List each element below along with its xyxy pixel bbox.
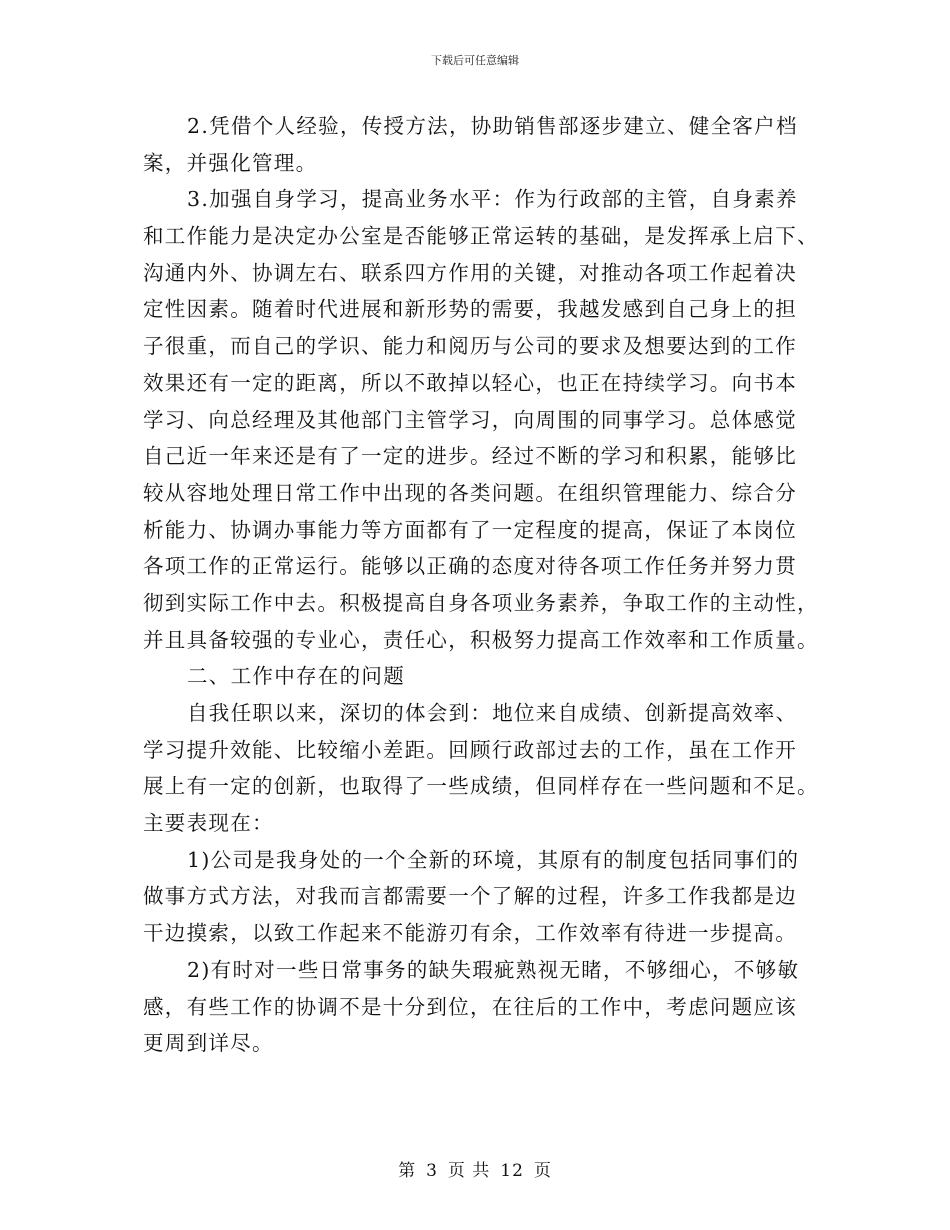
text-line: 案，并强化管理。 [143,150,318,175]
text-line: 3.加强自身学习，提高业务水平：作为行政部的主管，自身素养 [187,187,798,212]
text-line: 子很重，而自己的学识、能力和阅历与公司的要求及想要达到的工作 [143,334,797,359]
text-line: 主要表现在： [143,811,274,836]
text-line: 效果还有一定的距离，所以不敢掉以轻心，也正在持续学习。向书本 [143,370,797,395]
footer-page-number: 3 [426,1161,438,1181]
page-header: 下载后可任意编辑 [431,54,519,67]
text-line: 2.凭借个人经验，传授方法，协助销售部逐步建立、健全客户档 [187,114,798,138]
text-line: 自己近一年来还是有了一定的进步。经过不断的学习和积累，能够比 [143,444,797,469]
text-line: 学习提升效能、比较缩小差距。回顾行政部过去的工作，虽在工作开 [143,737,797,762]
section-heading: 二、工作中存在的问题 [187,664,405,689]
text-line: 定性因素。随着时代进展和新形势的需要，我越发感到自己身上的担 [143,297,797,322]
text-line: 和工作能力是决定办公室是否能够正常运转的基础，是发挥承上启下、 [143,224,819,249]
footer-suffix: 页 [533,1161,552,1181]
text-line: 彻到实际工作中去。积极提高自身各项业务素养，争取工作的主动性， [143,590,819,615]
footer-total-pages: 12 [500,1161,524,1181]
text-line: 各项工作的正常运行。能够以正确的态度对待各项工作任务并努力贯 [143,554,797,579]
text-line: 并且具备较强的专业心，责任心，积极努力提高工作效率和工作质量。 [143,627,819,652]
text-line: 自我任职以来，深切的体会到：地位来自成绩、创新提高效率、 [187,701,798,725]
page-footer [0,1156,950,1181]
footer-prefix: 第 [398,1161,417,1181]
text-line: 更周到详尽。 [143,1031,274,1056]
text-line: 展上有一定的创新，也取得了一些成绩，但同样存在一些问题和不足。 [143,774,819,799]
text-line: 做事方式方法，对我而言都需要一个了解的过程，许多工作我都是边 [143,884,797,909]
text-line: 析能力、协调办事能力等方面都有了一定程度的提高，保证了本岗位 [143,517,797,542]
text-line: 干边摸索，以致工作起来不能游刃有余，工作效率有待进一步提高。 [143,921,797,946]
text-line: 沟通内外、协调左右、联系四方作用的关键，对推动各项工作起着决 [143,260,797,285]
text-line: 1)公司是我身处的一个全新的环境，其原有的制度包括同事们的 [187,847,800,872]
footer-middle: 页 共 [447,1161,491,1181]
text-line: 较从容地处理日常工作中出现的各类问题。在组织管理能力、综合分 [143,480,797,505]
text-line: 2)有时对一些日常事务的缺失瑕疵熟视无睹，不够细心，不够敏 [187,957,800,982]
text-line: 学习、向总经理及其他部门主管学习，向周围的同事学习。总体感觉 [143,407,797,432]
text-line: 感，有些工作的协调不是十分到位，在往后的工作中，考虑问题应该 [143,994,797,1019]
document-body [143,108,819,1062]
